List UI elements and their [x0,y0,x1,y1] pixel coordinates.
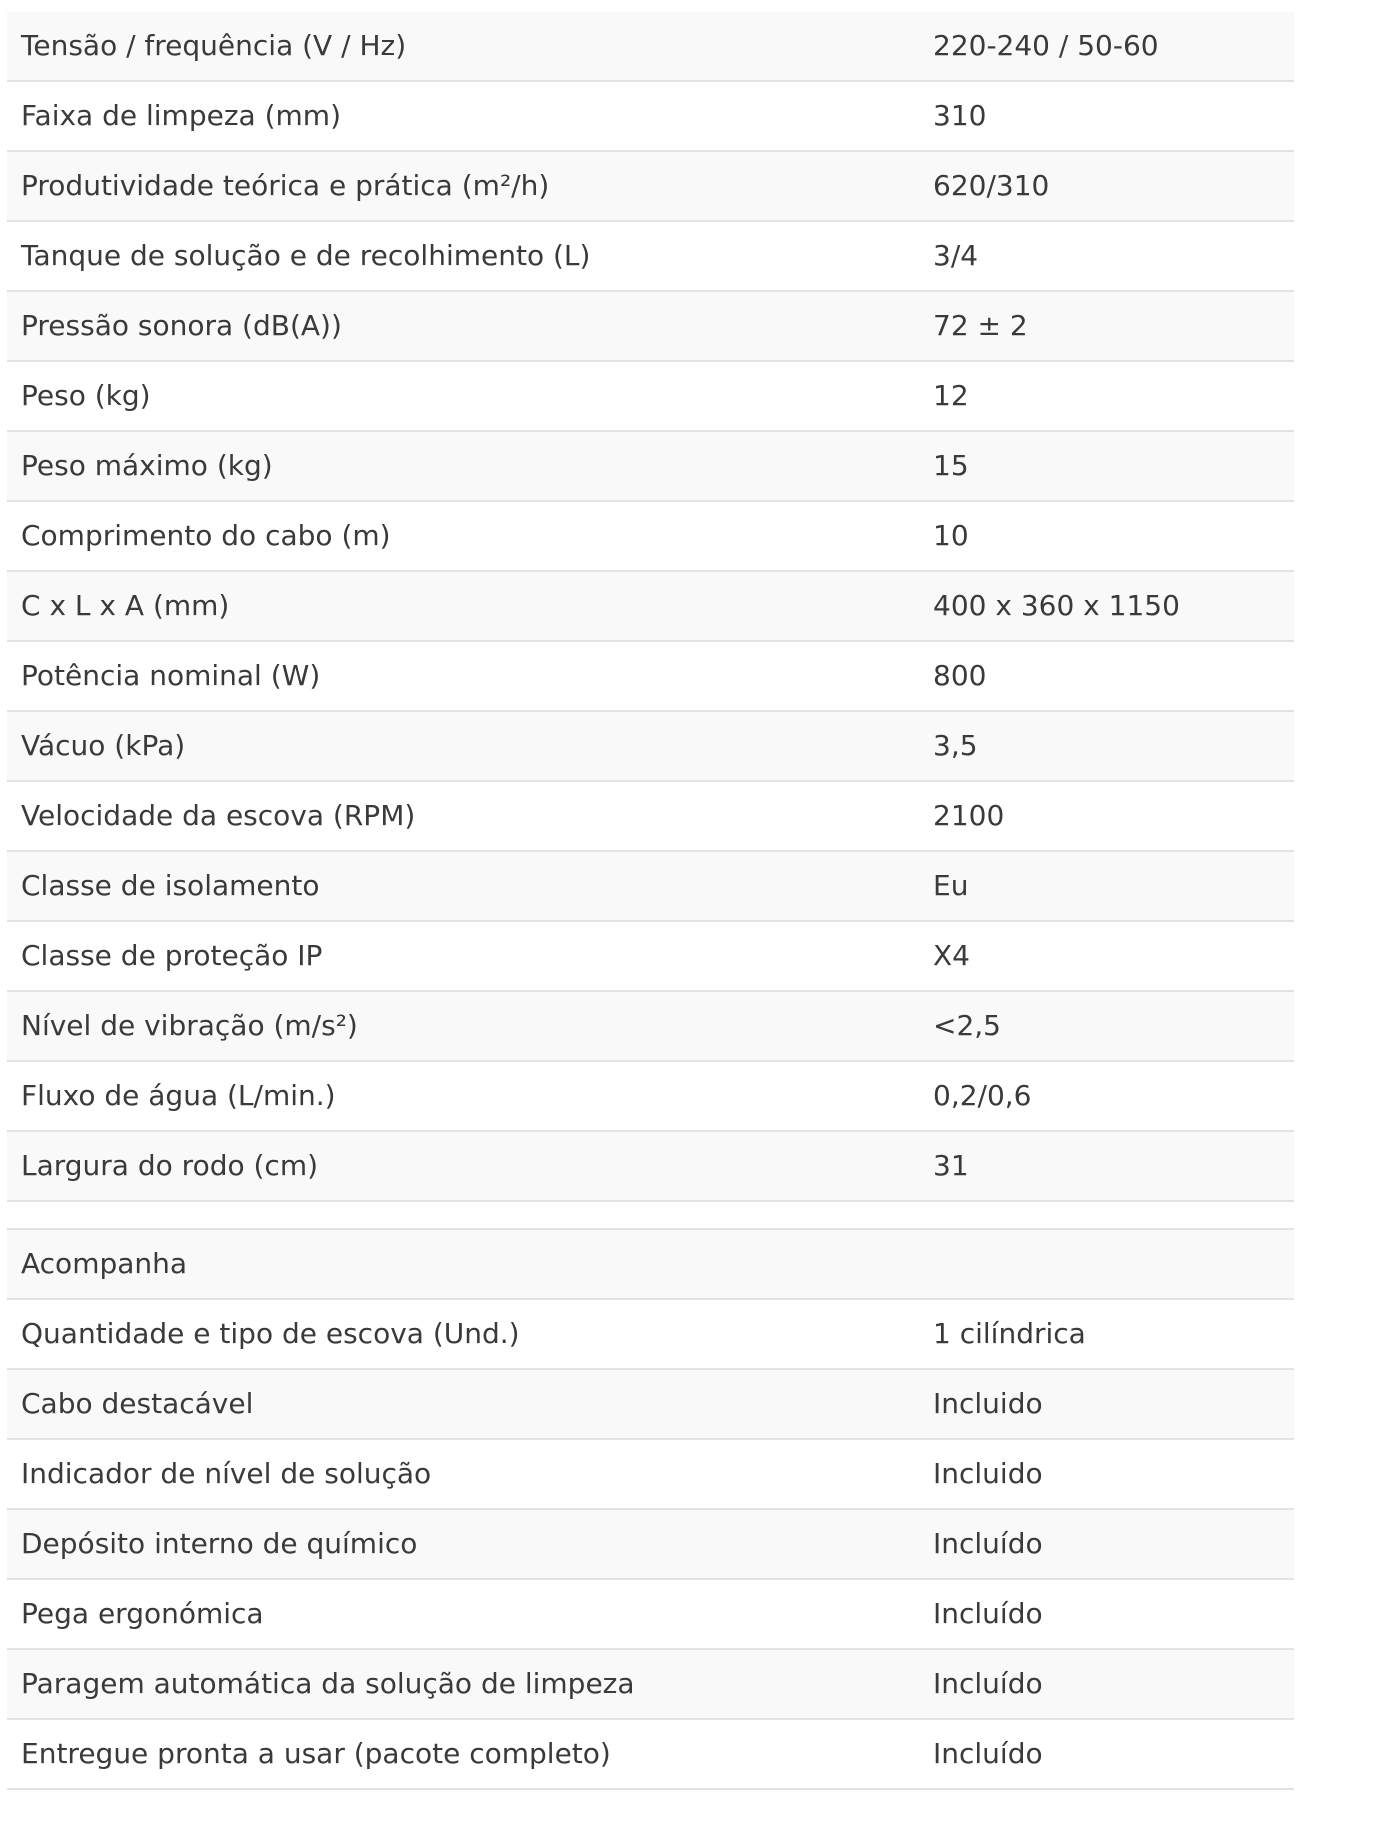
spec-label: Classe de isolamento [7,851,919,921]
included-value: Incluido [919,1369,1294,1439]
spec-value: <2,5 [919,991,1294,1061]
table-row [7,151,1294,221]
spec-value: 800 [919,641,1294,711]
spec-label: Velocidade da escova (RPM) [7,781,919,851]
included-value: Incluído [919,1649,1294,1719]
included-value: 1 cilíndrica [919,1299,1294,1369]
included-label: Cabo destacável [7,1369,919,1439]
table-row [7,1509,1294,1579]
included-label: Indicador de nível de solução [7,1439,919,1509]
table-row [7,711,1294,781]
spec-label: Peso (kg) [7,361,919,431]
included-value: Incluído [919,1509,1294,1579]
section-heading: Acompanha [7,1229,1294,1299]
spec-value: 72 ± 2 [919,291,1294,361]
table-row [7,851,1294,921]
spec-label: Produtividade teórica e prática (m²/h) [7,151,919,221]
table-row [7,431,1294,501]
table-row [7,641,1294,711]
table-row [7,1719,1294,1789]
spec-label: Potência nominal (W) [7,641,919,711]
table-row [7,361,1294,431]
included-label: Pega ergonómica [7,1579,919,1649]
spec-value: 620/310 [919,151,1294,221]
included-label: Quantidade e tipo de escova (Und.) [7,1299,919,1369]
spec-value: 2100 [919,781,1294,851]
spec-label: Faixa de limpeza (mm) [7,81,919,151]
included-value: Incluído [919,1719,1294,1789]
spec-value: 220-240 / 50-60 [919,12,1294,81]
table-row [7,571,1294,641]
spec-value: 3/4 [919,221,1294,291]
included-value: Incluído [919,1579,1294,1649]
spec-label: C x L x A (mm) [7,571,919,641]
included-label: Entregue pronta a usar (pacote completo) [7,1719,919,1789]
table-row [7,221,1294,291]
table-row [7,1579,1294,1649]
table-row [7,921,1294,991]
spec-label: Tensão / frequência (V / Hz) [7,12,919,81]
spec-label: Classe de proteção IP [7,921,919,991]
spec-value: 310 [919,81,1294,151]
table-row [7,81,1294,151]
table-row [7,991,1294,1061]
spec-value: Eu [919,851,1294,921]
spec-value: 31 [919,1131,1294,1201]
spec-label: Pressão sonora (dB(A)) [7,291,919,361]
table-row [7,501,1294,571]
spec-label: Tanque de solução e de recolhimento (L) [7,221,919,291]
spec-label: Peso máximo (kg) [7,431,919,501]
table-row [7,781,1294,851]
spec-label: Comprimento do cabo (m) [7,501,919,571]
spec-value: X4 [919,921,1294,991]
spacer-cell [7,1201,1294,1229]
specifications-table [7,12,1294,1790]
section-header-row [7,1229,1294,1299]
table-row [7,1131,1294,1201]
table-row [7,1299,1294,1369]
table-row [7,1061,1294,1131]
spec-label: Fluxo de água (L/min.) [7,1061,919,1131]
spec-value: 15 [919,431,1294,501]
spec-label: Vácuo (kPa) [7,711,919,781]
spec-value: 3,5 [919,711,1294,781]
spec-value: 0,2/0,6 [919,1061,1294,1131]
spec-value: 12 [919,361,1294,431]
included-value: Incluido [919,1439,1294,1509]
included-label: Depósito interno de químico [7,1509,919,1579]
spec-value: 10 [919,501,1294,571]
spec-label: Largura do rodo (cm) [7,1131,919,1201]
spec-value: 400 x 360 x 1150 [919,571,1294,641]
included-label: Paragem automática da solução de limpeza [7,1649,919,1719]
section-spacer [7,1201,1294,1229]
table-row [7,291,1294,361]
table-row [7,1369,1294,1439]
table-row [7,12,1294,81]
spec-label: Nível de vibração (m/s²) [7,991,919,1061]
table-row [7,1649,1294,1719]
table-row [7,1439,1294,1509]
